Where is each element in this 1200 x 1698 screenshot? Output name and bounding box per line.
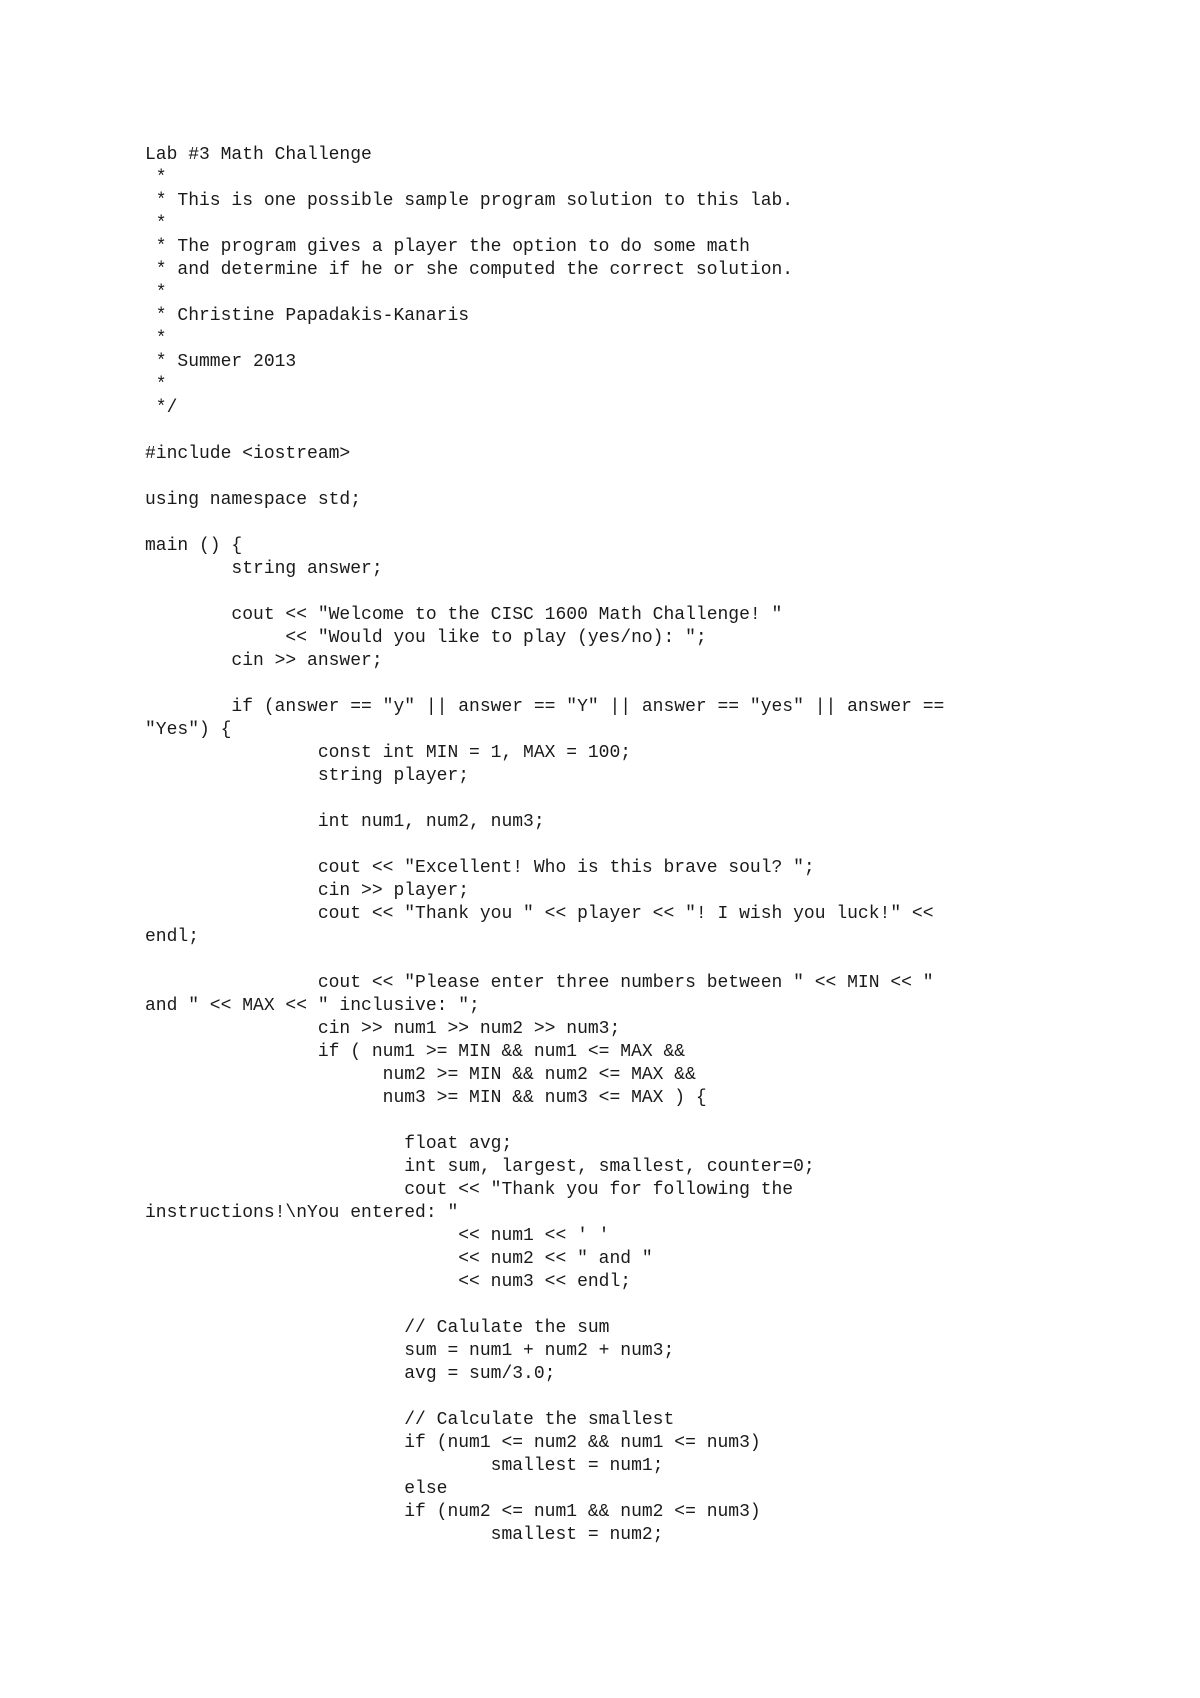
blank-line [145, 512, 1145, 535]
code-line: else [145, 1479, 448, 1499]
code-line: cin >> player; [145, 881, 470, 901]
code-line: cin >> num1 >> num2 >> num3; [145, 1019, 621, 1039]
code-line: cout << "Welcome to the CISC 1600 Math Challenge! " [145, 605, 783, 625]
blank-line [145, 1294, 1145, 1317]
code-line: * The program gives a player the option to do some math [145, 237, 750, 257]
blank-line [145, 420, 1145, 443]
code-line: * [145, 375, 167, 395]
code-line: "Yes") { [145, 720, 232, 740]
code-line: * and determine if he or she computed the correct solution. [145, 260, 794, 280]
code-line: const int MIN = 1, MAX = 100; [145, 743, 632, 763]
code-line: * This is one possible sample program solution to this lab. [145, 191, 794, 211]
code-line: smallest = num2; [145, 1525, 664, 1545]
code-line: if (answer == "y" || answer == "Y" || answer == "yes" || answer == [145, 697, 945, 717]
code-line: // Calculate the smallest [145, 1410, 675, 1430]
code-line: #include <iostream> [145, 444, 351, 464]
code-line: num2 >= MIN && num2 <= MAX && [145, 1065, 696, 1085]
blank-line [145, 673, 1145, 696]
code-line: string answer; [145, 559, 383, 579]
code-line: * Christine Papadakis-Kanaris [145, 306, 470, 326]
code-line: and " << MAX << " inclusive: "; [145, 996, 480, 1016]
code-line: endl; [145, 927, 200, 947]
code-line: if (num2 <= num1 && num2 <= num3) [145, 1502, 761, 1522]
code-line: cout << "Please enter three numbers between " << MIN << " [145, 973, 934, 993]
code-line: cin >> answer; [145, 651, 383, 671]
code-line: << num2 << " and " [145, 1249, 653, 1269]
code-line: cout << "Thank you " << player << "! I wish you luck!" << [145, 904, 934, 924]
blank-line [145, 949, 1145, 972]
code-line: * [145, 168, 167, 188]
code-line: * [145, 283, 167, 303]
blank-line [145, 834, 1145, 857]
code-line: if (num1 <= num2 && num1 <= num3) [145, 1433, 761, 1453]
code-line: main () { [145, 536, 243, 556]
code-line: string player; [145, 766, 470, 786]
code-line: */ [145, 398, 178, 418]
code-line: int sum, largest, smallest, counter=0; [145, 1157, 815, 1177]
code-line: if ( num1 >= MIN && num1 <= MAX && [145, 1042, 686, 1062]
code-line: using namespace std; [145, 490, 362, 510]
code-line: << num3 << endl; [145, 1272, 632, 1292]
code-line: float avg; [145, 1134, 513, 1154]
code-line: cout << "Excellent! Who is this brave soul? "; [145, 858, 815, 878]
code-line: num3 >= MIN && num3 <= MAX ) { [145, 1088, 707, 1108]
blank-line [145, 1386, 1145, 1409]
blank-line [145, 581, 1145, 604]
code-line: Lab #3 Math Challenge [145, 145, 372, 165]
code-line: int num1, num2, num3; [145, 812, 545, 832]
code-line: * Summer 2013 [145, 352, 297, 372]
code-line: avg = sum/3.0; [145, 1364, 556, 1384]
blank-line [145, 1110, 1145, 1133]
code-line: smallest = num1; [145, 1456, 664, 1476]
code-line: // Calulate the sum [145, 1318, 610, 1338]
code-listing [145, 144, 1145, 1547]
code-line: sum = num1 + num2 + num3; [145, 1341, 675, 1361]
code-line: << num1 << ' ' [145, 1226, 610, 1246]
code-line: * [145, 214, 167, 234]
code-line: * [145, 329, 167, 349]
code-line: cout << "Thank you for following the [145, 1180, 794, 1200]
code-line: << "Would you like to play (yes/no): "; [145, 628, 707, 648]
code-line: instructions!\nYou entered: " [145, 1203, 459, 1223]
blank-line [145, 466, 1145, 489]
blank-line [145, 788, 1145, 811]
